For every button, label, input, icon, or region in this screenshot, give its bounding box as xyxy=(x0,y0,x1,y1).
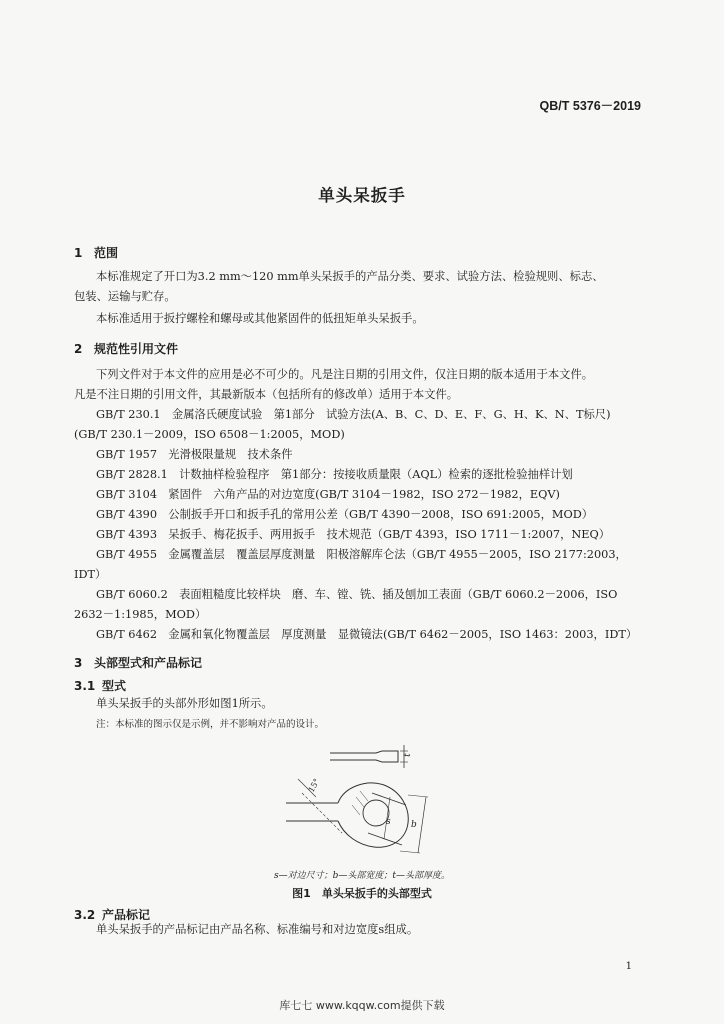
reference-item-cont: IDT） xyxy=(74,568,107,581)
wrench-handle xyxy=(286,803,338,821)
subsection-heading-3-1 xyxy=(74,677,126,694)
section-number: 1 xyxy=(74,246,83,260)
figure-title: 图1 单头呆扳手的头部型式 xyxy=(292,887,432,900)
reference-item-cont: (GB/T 230.1－2009，ISO 6508－1:2005，MOD) xyxy=(74,428,345,441)
note-line: 注：本标准的图示仅是示例，并不影响对产品的设计。 xyxy=(96,719,325,730)
reference-item: GB/T 2828.1 计数抽样检验程序 第1部分：按接收质量限（AQL）检索的逐批检验抽样计划 xyxy=(96,468,573,481)
section-heading-3 xyxy=(74,654,202,671)
reference-item: GB/T 230.1 金属洛氏硬度试验 第1部分 试验方法(A、B、C、D、E、F、G、H、K、N、T标尺) xyxy=(96,408,611,421)
section-number: 3.2 xyxy=(74,908,96,922)
section-number: 3.1 xyxy=(74,679,96,693)
label-angle: 15° xyxy=(306,777,322,794)
section-title: 范围 xyxy=(94,246,119,260)
section-number: 2 xyxy=(74,342,83,356)
reference-item: GB/T 6060.2 表面粗糙度比较样块 磨、车、镗、铣、插及刨加工表面（GB/T 6060.2－2006，ISO xyxy=(96,588,618,601)
reference-item: GB/T 1957 光滑极限量规 技术条件 xyxy=(96,448,293,461)
page-number: 1 xyxy=(625,961,632,972)
section-heading-2 xyxy=(74,340,178,357)
section-heading-1 xyxy=(74,244,118,261)
paragraph-line: 下列文件对于本文件的应用是必不可少的。凡是注日期的引用文件，仅注日期的版本适用于本文件。 xyxy=(96,368,594,381)
angle-line xyxy=(302,793,342,833)
reference-item-cont: 2632－1:1985，MOD） xyxy=(74,608,207,621)
section-title: 头部型式和产品标记 xyxy=(94,656,203,670)
watermark-text: 库七七 www.kqqw.com提供下载 xyxy=(279,999,445,1012)
section-title: 型式 xyxy=(102,679,127,693)
paragraph-line: 包装、运输与贮存。 xyxy=(74,290,176,303)
section-title: 规范性引用文件 xyxy=(94,342,179,356)
standard-number: QB/T 5376－2019 xyxy=(539,99,641,113)
section-number: 3 xyxy=(74,656,83,670)
label-b: b xyxy=(411,820,417,830)
reference-item: GB/T 3104 紧固件 六角产品的对边宽度(GB/T 3104－1982，ISO 272－1982，EQV) xyxy=(96,488,560,501)
page-title: 单头呆扳手 xyxy=(318,186,406,205)
wrench-head-figure xyxy=(278,735,478,865)
reference-item: GB/T 4393 呆扳手、梅花扳手、两用扳手 技术规范（GB/T 4393，ISO 1711－1:2007，NEQ） xyxy=(96,528,611,541)
reference-item: GB/T 6462 金属和氧化物覆盖层 厚度测量 显微镜法(GB/T 6462－2005，ISO 1463：2003，IDT） xyxy=(96,628,638,641)
wrench-side-view xyxy=(330,751,398,762)
wrench-head-outline xyxy=(338,783,408,847)
label-t: t xyxy=(402,753,413,757)
paragraph-line: 单头呆扳手的头部外形如图1所示。 xyxy=(96,697,273,710)
reference-item: GB/T 4390 公制扳手开口和扳手孔的常用公差（GB/T 4390－2008，ISO 691:2005，MOD） xyxy=(96,508,594,521)
paragraph-line: 单头呆扳手的产品标记由产品名称、标准编号和对边宽度s组成。 xyxy=(96,923,419,936)
paragraph-line: 本标准适用于扳拧螺栓和螺母或其他紧固件的低扭矩单头呆扳手。 xyxy=(96,312,424,325)
paragraph-line: 本标准规定了开口为3.2 mm～120 mm单头呆扳手的产品分类、要求、试验方法、检验规则、标志、 xyxy=(96,270,604,283)
dimension-b-line xyxy=(418,797,426,853)
reference-item: GB/T 4955 金属覆盖层 覆盖层厚度测量 阳极溶解库仑法（GB/T 4955－2005，ISO 2177:2003， xyxy=(96,548,627,561)
paragraph-line: 凡是不注日期的引用文件，其最新版本（包括所有的修改单）适用于本文件。 xyxy=(74,388,459,401)
label-s: s xyxy=(386,817,391,827)
figure-caption: s—对边尺寸；b—头部宽度；t—头部厚度。 xyxy=(274,871,450,881)
section-title: 产品标记 xyxy=(102,908,151,922)
